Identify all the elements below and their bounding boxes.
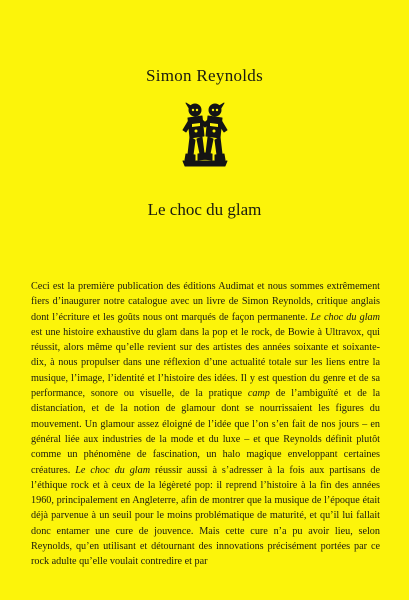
book-title: Le choc du glam	[147, 200, 262, 219]
author-name: Simon Reynolds	[145, 66, 264, 85]
blurb-term-camp: camp	[247, 388, 270, 400]
blurb-title-reference: Le choc du glam	[310, 311, 380, 323]
twin-figures-emblem-icon	[180, 102, 230, 170]
blurb-text: de l’ambiguïté et de la distanciation, et de la notion de glamour dont se nourrissaient les figures du mouvement. Un glamour assez éloigné de l’idée que l’on s’en fait de nos jours – en général liée aux industries de la mode et du luxe – et que Reynolds définit plutôt comme un phénomène de fascination, un halo magique enveloppant certaines créatures.	[31, 388, 380, 476]
blurb-paragraph	[31, 279, 380, 570]
blurb-title-reference: Le choc du glam	[75, 464, 151, 476]
blurb-text: réussir aussi à s’adresser à la fois aux partisans de l’éthique rock et à ceux de la légèreté pop: il reprend l’histoire à la fin des années 1960, principalement en Angleterre, afin de montrer que la musique de l’époque était déjà parvenue à un seuil pour le moins problématique de maturité, et qu’il lui fallait donc entamer une cure de jouvence. Mais cette cure n’a pu avoir lieu, selon Reynolds, qu’en utilisant et détournant des innovations précisément portées par ce rock adulte qu’elle voulait contredire et par	[31, 464, 381, 568]
emblem-drawing	[180, 102, 230, 170]
blurb-text: Ceci est la première publication des éditions Audimat et nous sommes extrêmement fiers d’inaugurer notre catalogue avec un livre de Simon Reynolds, critique anglais dont l’écriture et les goûts nous ont marqués de façon permanente.	[31, 281, 380, 323]
blurb-text: est une histoire exhaustive du glam dans la pop et le rock, de Bowie à Ultravox, qui réussit, alors même qu’elle revient sur des artistes des années soixante et soixante-dix, à nous propulser dans une réflexion d’une actualité totale sur les liens entre la musique, l’image, l’identité et l’histoire des idées. Il y est question du genre et de sa performance, sonore ou visuelle, de la pratique	[31, 326, 380, 400]
